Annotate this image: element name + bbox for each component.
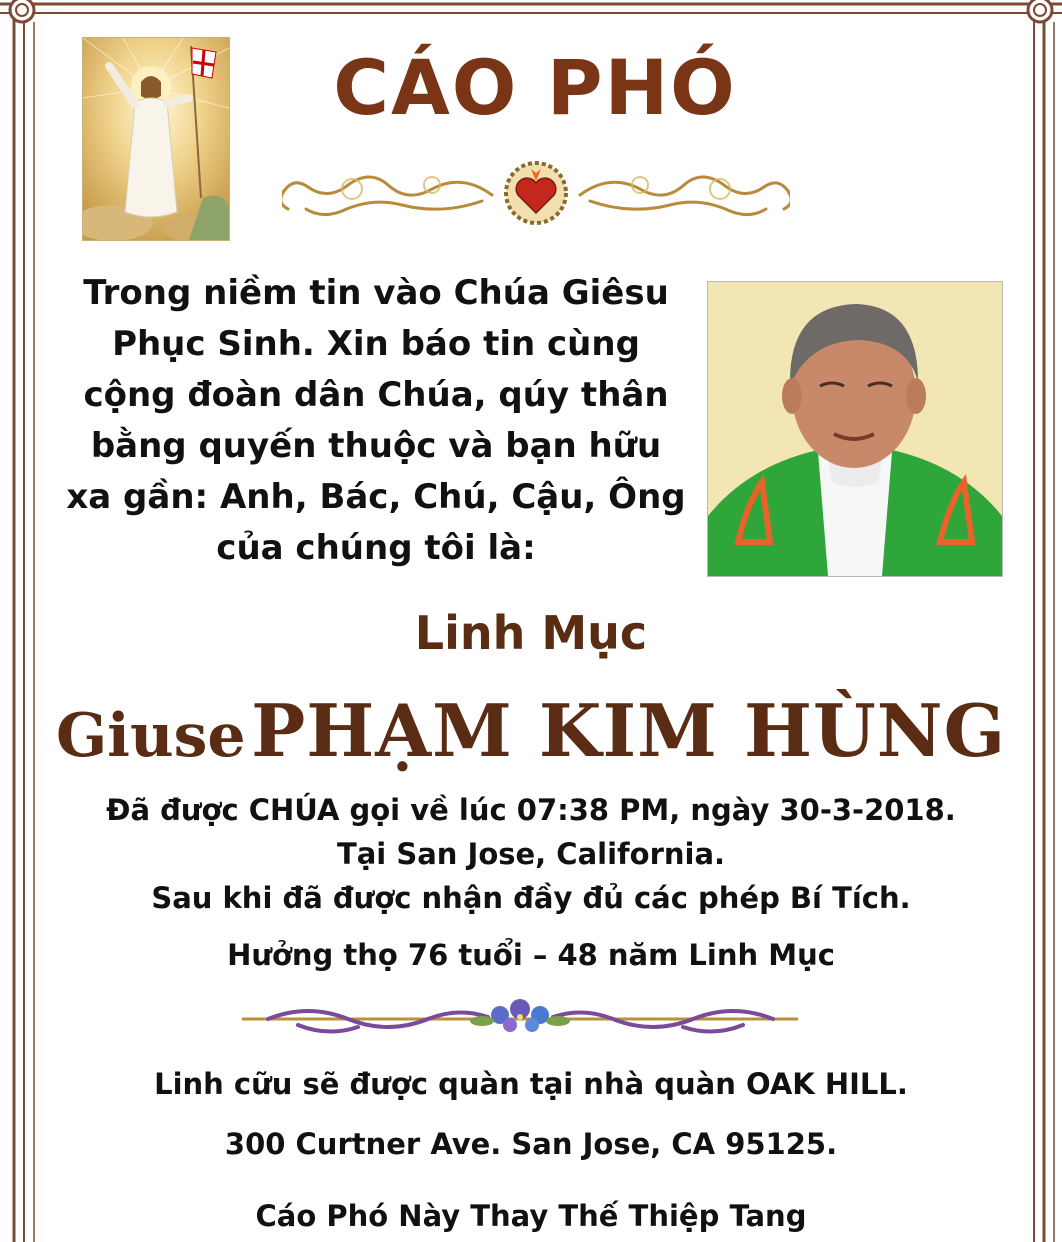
intro-line: của chúng tôi là: [216, 528, 536, 568]
funeral-info [0, 1062, 1062, 1238]
deceased-rank: Linh Mục [414, 606, 648, 660]
intro-line: cộng đoàn dân Chúa, qúy thân [83, 375, 669, 415]
intro-line: Phục Sinh. Xin báo tin cùng [112, 324, 640, 364]
age-line: Hưởng thọ 76 tuổi – 48 năm Linh Mục [227, 938, 835, 972]
funeral-home-line: Linh cữu sẽ được quàn tại nhà quàn OAK HILL. [154, 1067, 908, 1101]
death-date-line: Đã được CHÚA gọi về lúc 07:38 PM, ngày 30-3-2018. [106, 793, 956, 827]
intro-line: Trong niềm tin vào Chúa Giêsu [83, 273, 669, 313]
page-title: CÁO PHÓ [333, 43, 737, 132]
sacred-heart-flourish-icon [282, 155, 790, 229]
given-name: Giuse [55, 701, 246, 771]
intro-paragraph [60, 268, 692, 574]
death-details [0, 790, 1062, 986]
deceased-name [0, 688, 1062, 773]
portrait-photo [707, 281, 1003, 577]
funeral-address-line: 300 Curtner Ave. San Jose, CA 95125. [224, 1127, 838, 1161]
sacraments-line: Sau khi đã được nhận đầy đủ các phép Bí Tích. [151, 881, 911, 915]
intro-line: bằng quyến thuộc và bạn hữu [90, 426, 662, 466]
replacement-notice-line: Cáo Phó Này Thay Thế Thiệp Tang [255, 1199, 807, 1233]
floral-divider-icon [238, 995, 803, 1045]
death-place-line: Tại San Jose, California. [336, 837, 726, 871]
risen-christ-icon [82, 37, 230, 241]
intro-line: xa gần: Anh, Bác, Chú, Cậu, Ông [66, 477, 686, 517]
family-name: PHẠM KIM HÙNG [251, 688, 1007, 773]
